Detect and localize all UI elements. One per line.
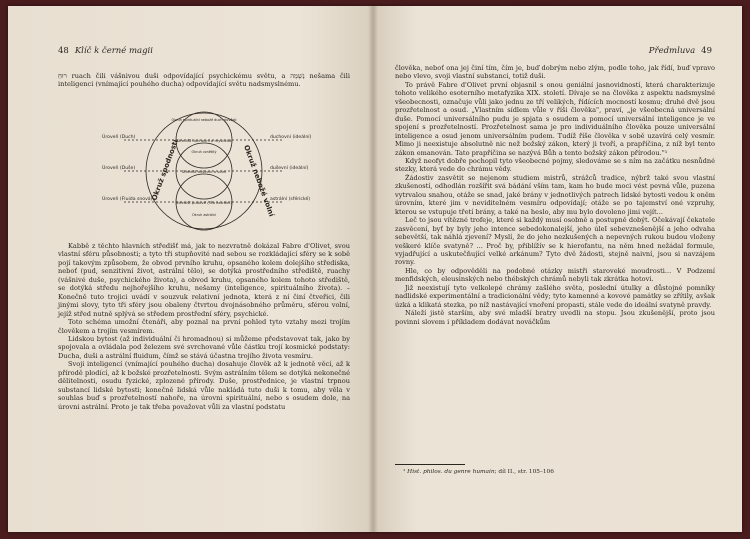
left-page [8, 6, 373, 532]
big-left-label: Okruž spodnosti [150, 138, 180, 202]
inner-label-2: Středišť duševní a volní [181, 169, 227, 174]
arc-label-3: Okruh astrální [191, 213, 217, 217]
right-paragraph-2: To právě Fabre d'Olivet první objasnil s onou geniální jasnovidností, která charakterizuje tohoto velikého esoterního metafyzika XIX. století. Dívaje se na člověka z aspektu nadsmyslné všeobecnosti, označuje vůli jako jednu ze tří velikých, řídících mocností kosmu; druhé dvě jsou prozřetelnost a osud. „Vlastním sídlem vůle v říši člověka", praví, „je všeobecná universální duše. Pomocí universálního pudu je spjata s osudem a pomocí universální inteligence je ve spojení s prozřetelností. Prozřetelnost sama je pro individuálního člověka pouze universální inteligence a osud jenom universálním pudem. Tudíž říše člověka v sobě uzavírá celý vesmír. Mimo ji neexistuje absolutně nic než božský zákon, který ji tvoří, a prapříčina, z níž byl tento zákon emanován. Tato prapříčina se nazývá Bůh a tento božský zákon přírodou."¹ [395, 80, 715, 157]
footnote [403, 469, 554, 475]
left-intro [58, 72, 350, 89]
right-paragraph-3: Když neofyt dobře pochopil tyto všeobecné pojmy, sledováme se s ním na začátku nesnůdné stezky, která vede do chrámu vědy. [395, 156, 715, 174]
left-body [58, 242, 350, 411]
book-spread [8, 6, 742, 532]
left-paragraph-4: Svoji inteligencí (vnímající pouhého ducha) dosahuje člověk až k jednotě věcí, až k přírodě plodící, až k božské prozřetelnosti. Svým astrálním tělem se dotýká nekonečné dělitelnosti, osudu fyzické, zplozené přírody. Duše, prostřednice, je vlastní trpnou substancí lidské bytosti; konečně lidská vůle nakládá tuto duši k tomu, aby věla v souhlas buď s prozřetelností nahoře, na úrovni spirituální, nebo s osudem dole, na úrovni astrální. Proto je tak třeba považovat vůli za vlastní podstatu [58, 360, 350, 411]
big-right-label: Okruž nebožé volní [242, 143, 276, 218]
right-running-title: Předmluva [648, 46, 696, 56]
arc-label-1: Okruh spirituální nebožé duch zlověstí [171, 118, 237, 122]
footnote-mark: ¹ [403, 469, 406, 475]
left-paragraph-2: Toto schéma umožní čtenáři, aby poznal na první pohled tyto vztahy mezi trojím člověkem a trojím vesmírem. [58, 318, 350, 335]
left-label-2: Úroveň (Duše) [102, 166, 136, 171]
inner-label-1: Středišť duchovní a mystická [176, 138, 232, 143]
right-paragraph-6: Hle, co by odpověděli na podobné otázky mistři staroveké moudrosti... V Podzemí menfidských, eleusinských nebo thébských chrámů nebyli tak zkrátka hotovi. [395, 266, 715, 284]
left-running-head [58, 46, 153, 56]
left-paragraph-1: Kabbě z těchto hlavních středišť má, jak to nezvratně dokázal Fabre d'Olivet, svou vlastní sféru působnosti; a tyto tři stupňovité nad sebou se rozkládající sféry se k sobě pojí takovým způsobem, že obvod prvního kruhu, opsaného kolem dolejšího střediska, neboť (pud, senzitivní život, astrální tělo), se dotýká prostředního střediště, ruachy (vášnivé duše, psychického života), a obvod kruhu, opsaného kolem tohoto střediště, se dotýká středu nejhořejšího kruhu, nešamy (inteligence, spirituálního života). – Konečně tuto trojici uvádí v souzvuk relativní jednota, která z ní činí čtveřici, čili jinými slovy, tyto tři sféry jsou obaleny čtvrtou dvojnásobného průměru, sférou volní, jejíž střed nutně splývá se středem prostřední sféry, psychické. [58, 242, 350, 318]
right-paragraph-8: Náleží jistě starším, aby své mladší bratry uvedli na stopu. Jsou zkušenější, proto jsou povinni slovem i příkladem dodávat nováčkům [395, 309, 715, 326]
right-paragraph-5: Leč to jsou vítězné trofeje, které si každý musí osobně a postupně dobýt. Očekávají čekatele zasvěcení, byť by byly jeho intence sebedokonalejší, jeho úleI sebevznešenější a jeho odvaha sebevětší, tak náhlá zjevení? Myslí, že do jeho nezkušených a nepevných rukou budou vloženy veškeré klíče svatyně? ... Proč by, přiblížív se k hierofantu, na něm hned nežádal formule, vyjadřující a uskutečňující velké arkánum? Tyto dvě žádosti, stejně naivní, jsou si navzájem rovny. [395, 216, 715, 267]
left-running-title: Klíč k černé magii [74, 46, 153, 56]
footnote-title: Hist. philos. du genre humain [407, 469, 495, 475]
right-label-2: duševní (ideální) [270, 166, 309, 171]
three-spheres-diagram [94, 106, 314, 236]
right-page [373, 6, 742, 532]
footnote-rest: ; díl II., str. 105–106 [494, 469, 554, 475]
intro-paragraph: רוּחַ ruach čili vášnivou duši odpovídající psychickému světu, a נְשָׁמָה nešama čili inteligenci (vnímající pouhého ducha) odpovídající světu nadsmyslnému. [58, 72, 350, 89]
right-label-3: astrální (sférické) [270, 197, 311, 202]
left-label-1: Úroveň (Duch) [102, 135, 136, 140]
left-label-3: Úroveň (Fluida snová) [102, 197, 153, 202]
inner-label-3: Středišť pudové (Těo astrální) [176, 200, 232, 205]
footnote-rule [395, 464, 465, 465]
book-gutter [368, 6, 378, 532]
arc-label-2: Okruh vznětitý [191, 150, 217, 154]
left-page-number: 48 [58, 46, 69, 56]
right-body [395, 64, 715, 326]
right-paragraph-7: Již neexistují tyto velkolepé chrámy zašlého světa, poslední útulky a důstojné pomníky nadlidské experimentální a tradicionální vědy; tyto kamenné a kovové památky se zřítily, avšak úzká a klikatá stezka, po níž nastávající vnoření propasti, stále vede do ideální svatyně pravdy. [395, 283, 715, 309]
right-page-number: 49 [701, 46, 712, 56]
right-paragraph-1: člověka, neboť ona jej činí tím, čím je, buď dobrým nebo zlým, podle toho, jak řídí, buď vpravo nebo vlevo, svoji vlastní substanci, totiž duši. [395, 64, 715, 81]
left-paragraph-3: Lidskou bytost (až individuální či hromadnou) si můžeme představovat tak, jako by spojovala a ovládala pod železem své svrchované vůle částku trojí kosmické podstaty: Ducha, duši a astrální fluidum, čímž se stává účastna trojího života vesmíru. [58, 334, 350, 360]
right-label-1: duchovní (ideální) [270, 135, 312, 140]
right-running-head [649, 46, 712, 56]
right-paragraph-4: Žádostiv zasvětit se nejenom studiem mistrů, strážců tradice, nýbrž také svou vlastní zkušeností, odhodlán rozšířit svá bádání vším tam, kam ho bude moci vést pevná vůle, puzena vytrvalou snahou, otáže se snad, jaké brány v jednotlivých patrech lidské bytosti vedou k oněm úrovním, které jim v neviditelném vesmíru odpovídají; otáže se po tajemství oné vzpruhy, kterou se vstupuje třetí brány, a také na heslo, aby mu bylo dovoleno jimi vejít... [395, 173, 715, 216]
